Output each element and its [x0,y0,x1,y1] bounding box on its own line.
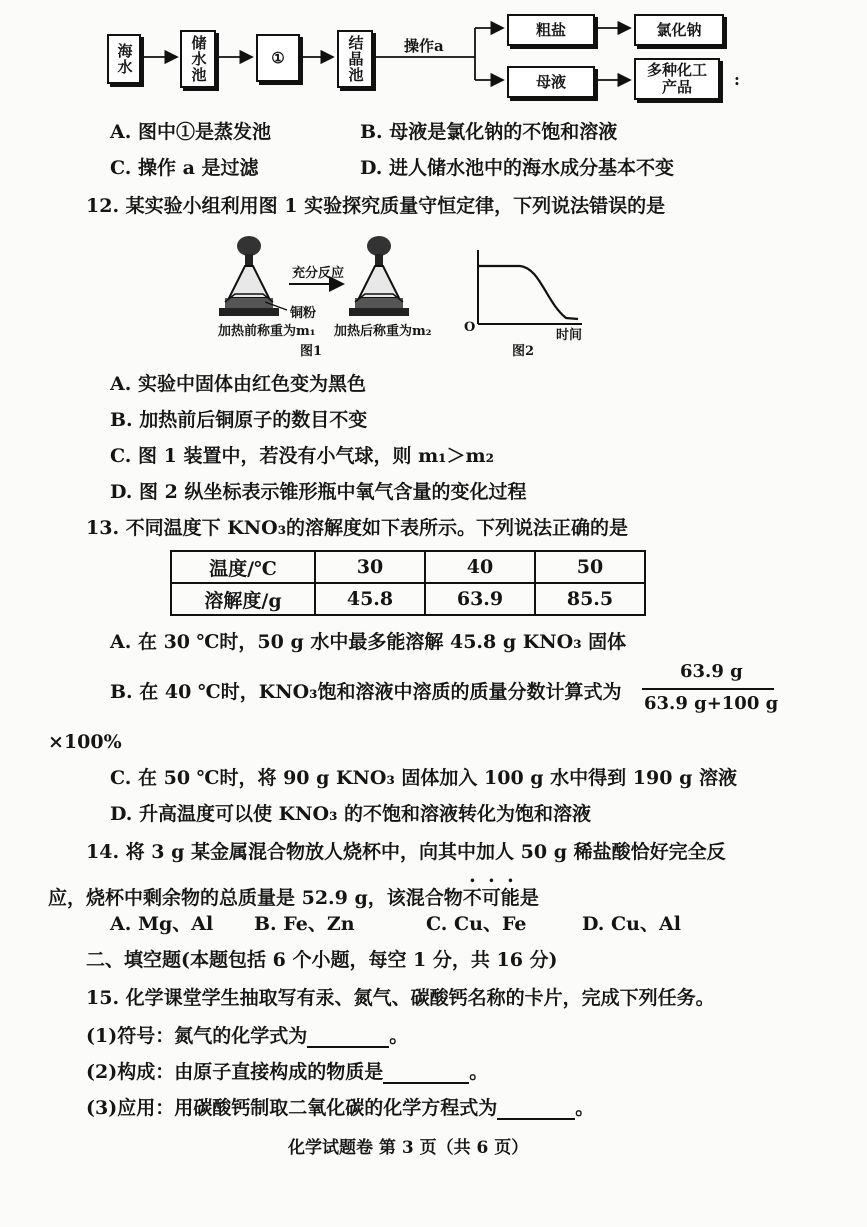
q15-part3 [86,1096,594,1120]
table-row [171,551,645,583]
balloon-flask-icon-after [349,236,409,316]
page-footer: 化学试题卷 第 3 页（共 6 页） [288,1138,529,1158]
q13-option-b-text: B. 在 40 ℃时，KNO₃饱和溶液中溶质的质量分数计算式为 [110,681,622,703]
q14-option-b: B. Fe、Zn [254,913,355,935]
q15-part3-period: 。 [575,1097,595,1119]
flow-operation-label: 操作a [404,37,444,55]
q12-option-b: B. 加热前后铜原子的数目不变 [110,409,368,431]
table-cell: 50 [535,551,645,583]
q11-option-a: A. 图中①是蒸发池 [110,121,271,143]
table-cell: 40 [425,551,535,583]
flow-crude-salt-box: 粗盐 [507,14,595,46]
q15-stem: 15. 化学课堂学生抽取写有汞、氮气、碳酸钙名称的卡片，完成下列任务。 [86,987,715,1009]
fig1-before-label: 加热前称重为m₁ [218,324,316,339]
q15-part2-text: (2)构成：由原子直接构成的物质是 [86,1061,384,1083]
q13-option-d: D. 升高温度可以使 KNO₃ 的不饱和溶液转化为饱和溶液 [110,803,592,825]
q13-option-b-denominator: 63.9 g+100 g [644,693,779,714]
q12-option-c: C. 图 1 装置中，若没有小气球，则 m₁＞m₂ [110,445,494,467]
q14-option-d: D. Cu、Al [582,913,681,935]
flow-storage-pool-box: 储水池 [180,30,216,88]
fig1-caption: 图1 [300,344,323,359]
q12-figure2-graph [470,246,590,336]
q14-stem-line2 [48,876,539,910]
table-row [171,583,645,615]
q14-option-a: A. Mg、Al [110,913,214,935]
q15-part2-period: 。 [469,1061,489,1083]
fraction-bar [642,688,774,690]
q14-emphasis-not-possible: 不可能 [462,887,520,909]
answer-blank[interactable] [497,1098,575,1120]
q14-stem-text: 应，烧杯中剩余物的总质量是 52.9 g，该混合物 [48,887,463,909]
q15-part2 [86,1060,488,1084]
q12-option-a: A. 实验中固体由红色变为黑色 [110,373,366,395]
q15-part1 [86,1024,408,1048]
q15-part3-text: (3)应用：用碳酸钙制取二氧化碳的化学方程式为 [86,1097,498,1119]
q14-stem-end: 是 [519,887,539,909]
q11-option-d: D. 进人储水池中的海水成分基本不变 [360,157,675,179]
fig1-after-label: 加热后称重为m₂ [334,324,432,339]
table-cell: 溶解度/g [171,583,315,615]
table-cell: 30 [315,551,425,583]
flow-nacl-box: 氯化钠 [634,14,724,46]
fig2-origin: O [464,320,476,335]
q11-option-b: B. 母液是氯化钠的不饱和溶液 [360,121,618,143]
table-cell: 63.9 [425,583,535,615]
flow-mother-liquor-box: 母液 [507,66,595,98]
q15-part1-period: 。 [389,1025,409,1047]
q13-stem: 13. 不同温度下 KNO₃的溶解度如下表所示。下列说法正确的是 [86,517,629,539]
table-cell: 温度/℃ [171,551,315,583]
flow-step1-box: ① [256,34,300,82]
flow-side-mark: : [734,70,740,89]
q15-part1-text: (1)符号：氮气的化学式为 [86,1025,308,1047]
fig2-xlabel: 时间 [556,328,583,343]
q12-stem: 12. 某实验小组利用图 1 实验探究质量守恒定律，下列说法错误的是 [86,195,666,217]
answer-blank[interactable] [307,1026,389,1048]
section2-heading: 二、填空题(本题包括 6 个小题，每空 1 分，共 16 分) [86,949,558,971]
flow-arrows [0,0,867,110]
flow-crystal-pool-box: 结晶池 [337,30,373,88]
answer-blank[interactable] [383,1062,469,1084]
table-cell: 85.5 [535,583,645,615]
q14-stem-line1: 14. 将 3 g 某金属混合物放人烧杯中，向其中加人 50 g 稀盐酸恰好完全反 [86,841,726,863]
q14-option-c: C. Cu、Fe [426,913,527,935]
q13-option-b-tail: ×100% [48,731,122,753]
q13-option-c: C. 在 50 ℃时，将 90 g KNO₃ 固体加入 100 g 水中得到 190 g 溶液 [110,767,737,789]
q13-option-a: A. 在 30 ℃时，50 g 水中最多能溶解 45.8 g KNO₃ 固体 [110,631,627,653]
flow-products-box: 多种化工产品 [634,58,720,100]
solubility-table [170,550,646,616]
q12-option-d: D. 图 2 纵坐标表示锥形瓶中氧气含量的变化过程 [110,481,527,503]
q11-option-c: C. 操作 a 是过滤 [110,157,259,179]
fig1-reaction-label: 充分反应 [292,266,345,281]
q13-option-b-numerator: 63.9 g [680,661,743,682]
fig2-caption: 图2 [512,344,535,359]
flow-seawater-box: 海水 [107,34,141,84]
table-cell: 45.8 [315,583,425,615]
fig1-copper-label: 铜粉 [290,306,317,321]
